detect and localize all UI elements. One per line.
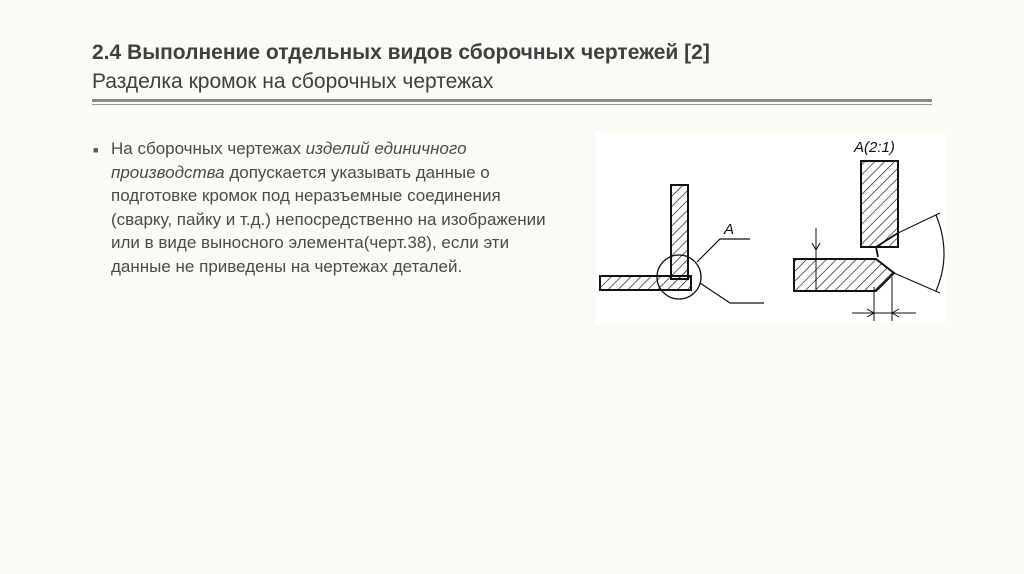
- detail-view: [794, 139, 944, 321]
- detail-horizontal-plate: [794, 259, 894, 291]
- slide-subtitle: Разделка кромок на сборочных чертежах: [92, 70, 494, 93]
- vertical-plate: [671, 185, 688, 279]
- horizontal-plate: [600, 276, 691, 290]
- slide-title: [92, 38, 710, 96]
- paragraph-text-end: допускается указывать данные о подготовке кромок под неразъемные соединения (сварку, пайку и т.д.) непосредственно на изображении или в виде выносного элемента(черт.38), если эти данные не приведены на чертежах деталей.: [111, 162, 546, 276]
- bullet-paragraph: [111, 137, 563, 278]
- bevel-extension-upper: [898, 213, 940, 233]
- secondary-leader-line: [700, 283, 764, 303]
- slide-title-main: 2.4 Выполнение отдельных видов сборочных чертежей [2]: [92, 41, 710, 64]
- callout-leader-line: [697, 239, 750, 262]
- bevel-extension-lower: [894, 273, 940, 293]
- weld-edge-drawing: [596, 133, 946, 323]
- paragraph-text-start: На сборочных чертежах: [111, 139, 306, 158]
- callout-label: A: [724, 221, 735, 238]
- title-divider-thick: [92, 99, 932, 102]
- paragraph-italic-text: изделий единичного производства: [111, 139, 467, 182]
- title-divider-thin: [92, 104, 932, 105]
- weld-edge-drawing-svg: [596, 133, 946, 323]
- bullet-list: [93, 137, 563, 278]
- detail-label: A(2:1): [854, 139, 895, 156]
- detail-vertical-plate: [861, 161, 898, 247]
- square-bullet-icon: ■: [93, 145, 99, 155]
- main-view: [600, 185, 764, 303]
- angle-dimension-arc: [936, 215, 944, 291]
